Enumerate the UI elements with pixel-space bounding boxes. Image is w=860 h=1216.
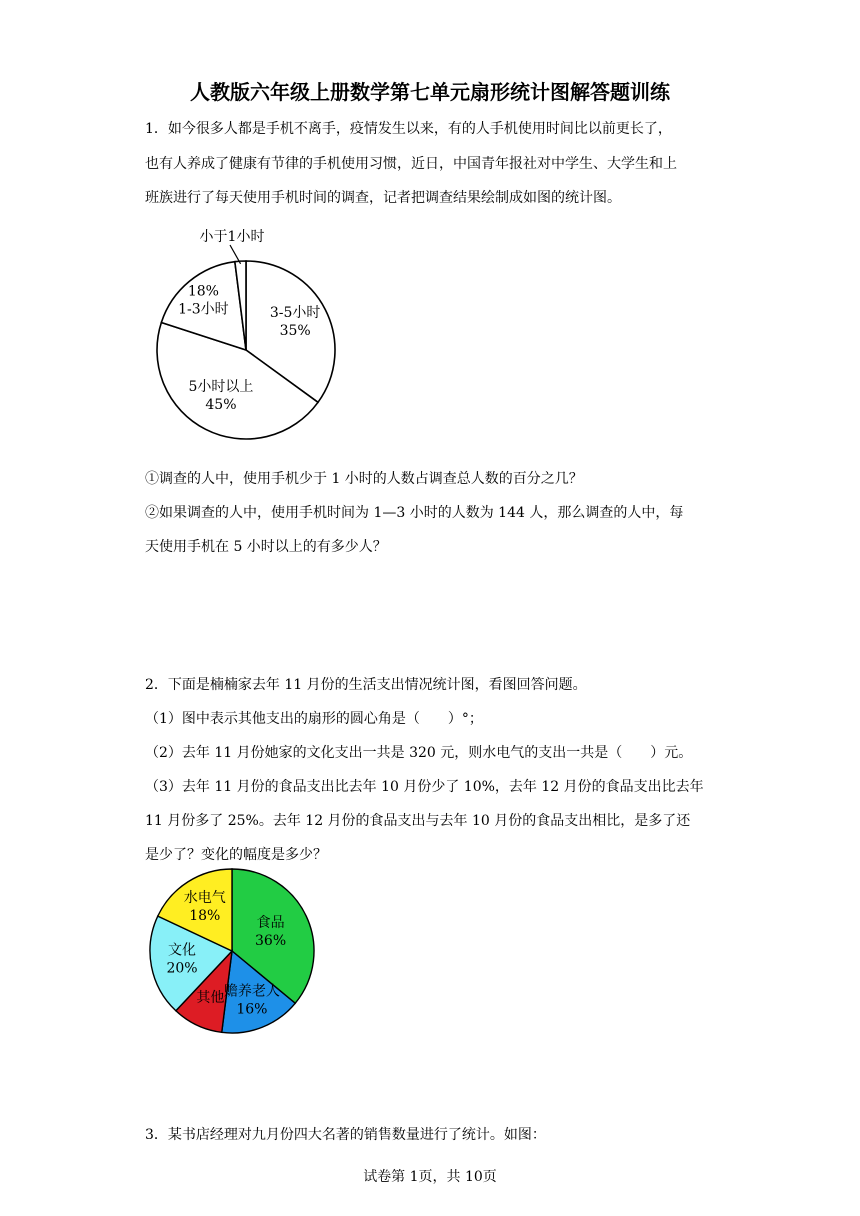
q1-subquestion: ①调查的人中，使用手机少于 1 小时的人数占调查总人数的百分之几？ — [145, 471, 583, 487]
slice-value-label: 36% — [255, 932, 287, 949]
q1-text-line: 班族进行了每天使用手机时间的调查，记者把调查结果绘制成如图的统计图。 — [145, 190, 621, 206]
q2-text-line: （3）去年 11 月份的食品支出比去年 10 月份少了 10%，去年 12 月份的食品支出比去年 — [145, 779, 704, 795]
q2-text-line: 11 月份多了 25%。去年 12 月份的食品支出与去年 10 月份的食品支出相比，是多了还 — [145, 813, 691, 829]
q1-subquestion: ②如果调查的人中，使用手机时间为 1—3 小时的人数为 144 人，那么调查的人中，每 — [145, 505, 684, 521]
slice-label: 赡养老人 — [223, 983, 280, 1000]
q2-text-line: （1）图中表示其他支出的扇形的圆心角是（ ）°； — [145, 711, 483, 727]
slice-value-label: 18% — [187, 283, 219, 300]
slice-value-label: 16% — [236, 1001, 268, 1018]
q1-text-line: 1．如今很多人都是手机不离手，疫情发生以来，有的人手机使用时间比以前更长了， — [145, 121, 672, 137]
slice-label: 5小时以上 — [188, 379, 254, 396]
slice-label: 3-5小时 — [269, 304, 321, 321]
q1-text-line: 也有人养成了健康有节律的手机使用习惯，近日，中国青年报社对中学生、大学生和上 — [145, 156, 677, 172]
q1-subquestion: 天使用手机在 5 小时以上的有多少人？ — [145, 539, 387, 555]
slice-value-label: 35% — [279, 322, 311, 339]
q2-text-line: （2）去年 11 月份她家的文化支出一共是 320 元，则水电气的支出一共是（ ）元。 — [145, 745, 693, 761]
expense-pie-chart — [146, 866, 326, 1041]
phone-usage-pie-chart — [150, 225, 350, 450]
slice-value-label: 18% — [189, 908, 221, 925]
page-title: 人教版六年级上册数学第七单元扇形统计图解答题训练 — [190, 80, 670, 104]
slice-label: 小于1小时 — [199, 229, 265, 245]
q2-text-line: 2．下面是楠楠家去年 11 月份的生活支出情况统计图，看图回答问题。 — [145, 677, 587, 693]
q2-text-line: 是少了？变化的幅度是多少？ — [145, 847, 327, 863]
slice-label: 1-3小时 — [178, 301, 229, 318]
slice-label: 其他 — [196, 990, 225, 1007]
page-footer: 试卷第 1页，共 10页 — [363, 1169, 497, 1185]
slice-value-label: 45% — [205, 397, 237, 414]
slice-label: 文化 — [168, 942, 197, 959]
slice-label: 水电气 — [183, 890, 226, 907]
slice-value-label: 20% — [166, 960, 198, 977]
slice-label: 食品 — [256, 914, 285, 931]
question-3: 3．某书店经理对九月份四大名著的销售数量进行了统计。如图： — [145, 1127, 546, 1143]
